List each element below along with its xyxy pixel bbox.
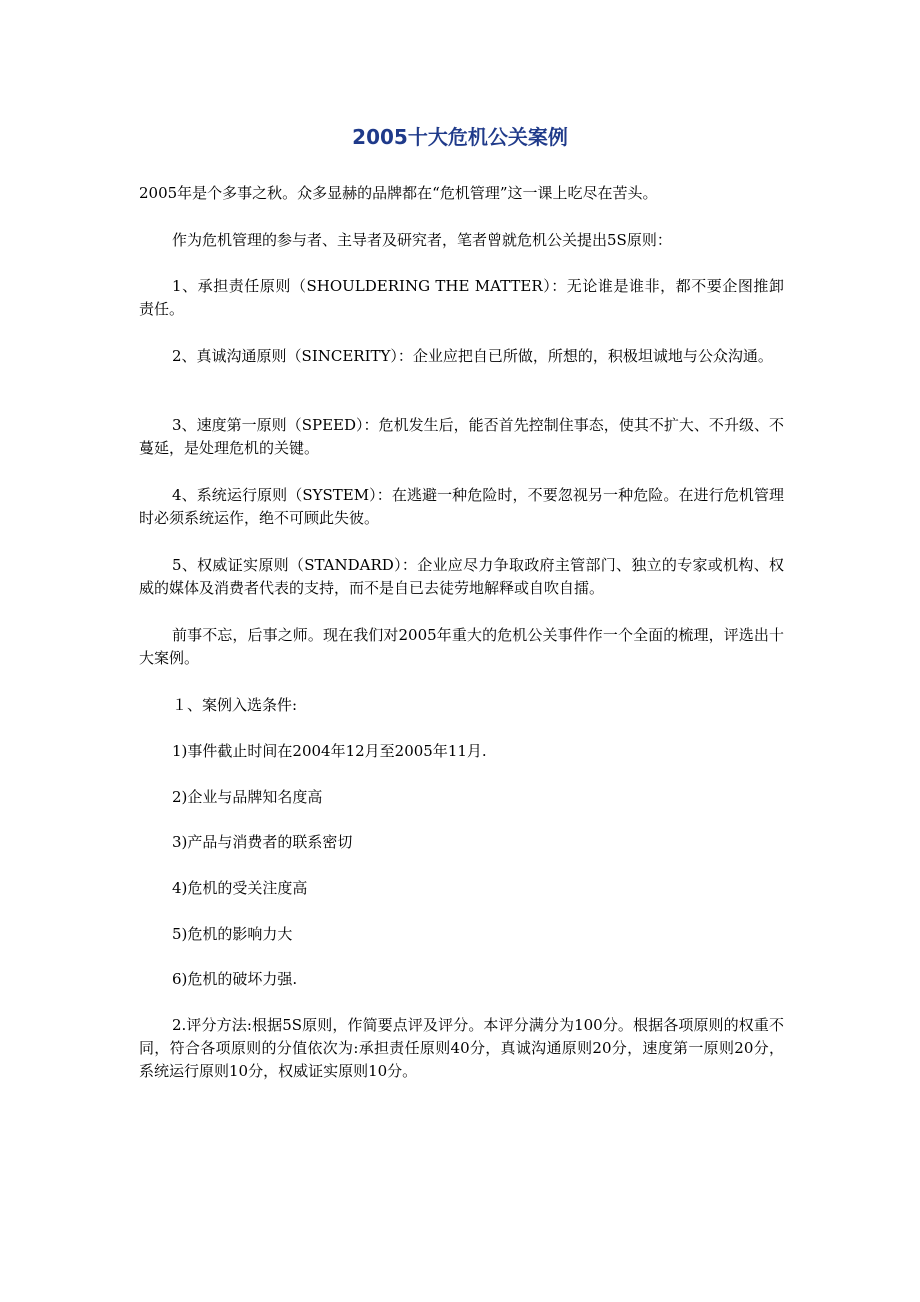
paragraph-scoring: 2.评分方法:根据5S原则，作简要点评及评分。本评分满分为100分。根据各项原则的权重不同，符合各项原则的分值依次为:承担责任原则40分，真诚沟通原则20分，速度第一原则20分，系统运行原则10分，权威证实原则10分。 xyxy=(139,1016,784,1080)
criteria-item: 4)危机的受关注度高 xyxy=(172,879,308,897)
criteria-item: 5)危机的影响力大 xyxy=(172,925,293,943)
criteria-item: 1)事件截止时间在2004年12月至2005年11月. xyxy=(172,742,487,760)
paragraph-principle-4: 4、系统运行原则（SYSTEM）：在逃避一种危险时，不要忽视另一种危险。在进行危机管理时必须系统运作，绝不可顾此失彼。 xyxy=(139,486,784,527)
paragraph-principle-5: 5、权威证实原则（STANDARD）：企业应尽力争取政府主管部门、独立的专家或机构、权威的媒体及消费者代表的支持，而不是自已去徒劳地解释或自吹自擂。 xyxy=(139,556,784,597)
paragraph-5s-intro: 作为危机管理的参与者、主导者及研究者，笔者曾就危机公关提出5S原则： xyxy=(172,231,672,249)
criteria-heading: １、案例入选条件: xyxy=(172,696,298,714)
criteria-item: 3)产品与消费者的联系密切 xyxy=(172,833,353,851)
paragraph-principle-3: 3、速度第一原则（SPEED）：危机发生后，能否首先控制住事态，使其不扩大、不升级、不蔓延，是处理危机的关键。 xyxy=(139,416,784,457)
paragraph-principle-2: 2、真诚沟通原则（SINCERITY）：企业应把自已所做，所想的，积极坦诚地与公众沟通。 xyxy=(172,347,773,365)
criteria-item: 2)企业与品牌知名度高 xyxy=(172,788,323,806)
paragraph-review: 前事不忘，后事之师。现在我们对2005年重大的危机公关事件作一个全面的梳理，评选出十大案例。 xyxy=(139,626,784,667)
criteria-item: 6)危机的破坏力强. xyxy=(172,970,298,988)
document-title: 2005十大危机公关案例 xyxy=(352,125,568,149)
paragraph-intro: 2005年是个多事之秋。众多显赫的品牌都在“危机管理”这一课上吃尽在苦头。 xyxy=(139,184,658,202)
paragraph-principle-1: 1、承担责任原则（SHOULDERING THE MATTER）：无论谁是谁非，都不要企图推卸责任。 xyxy=(139,277,784,318)
